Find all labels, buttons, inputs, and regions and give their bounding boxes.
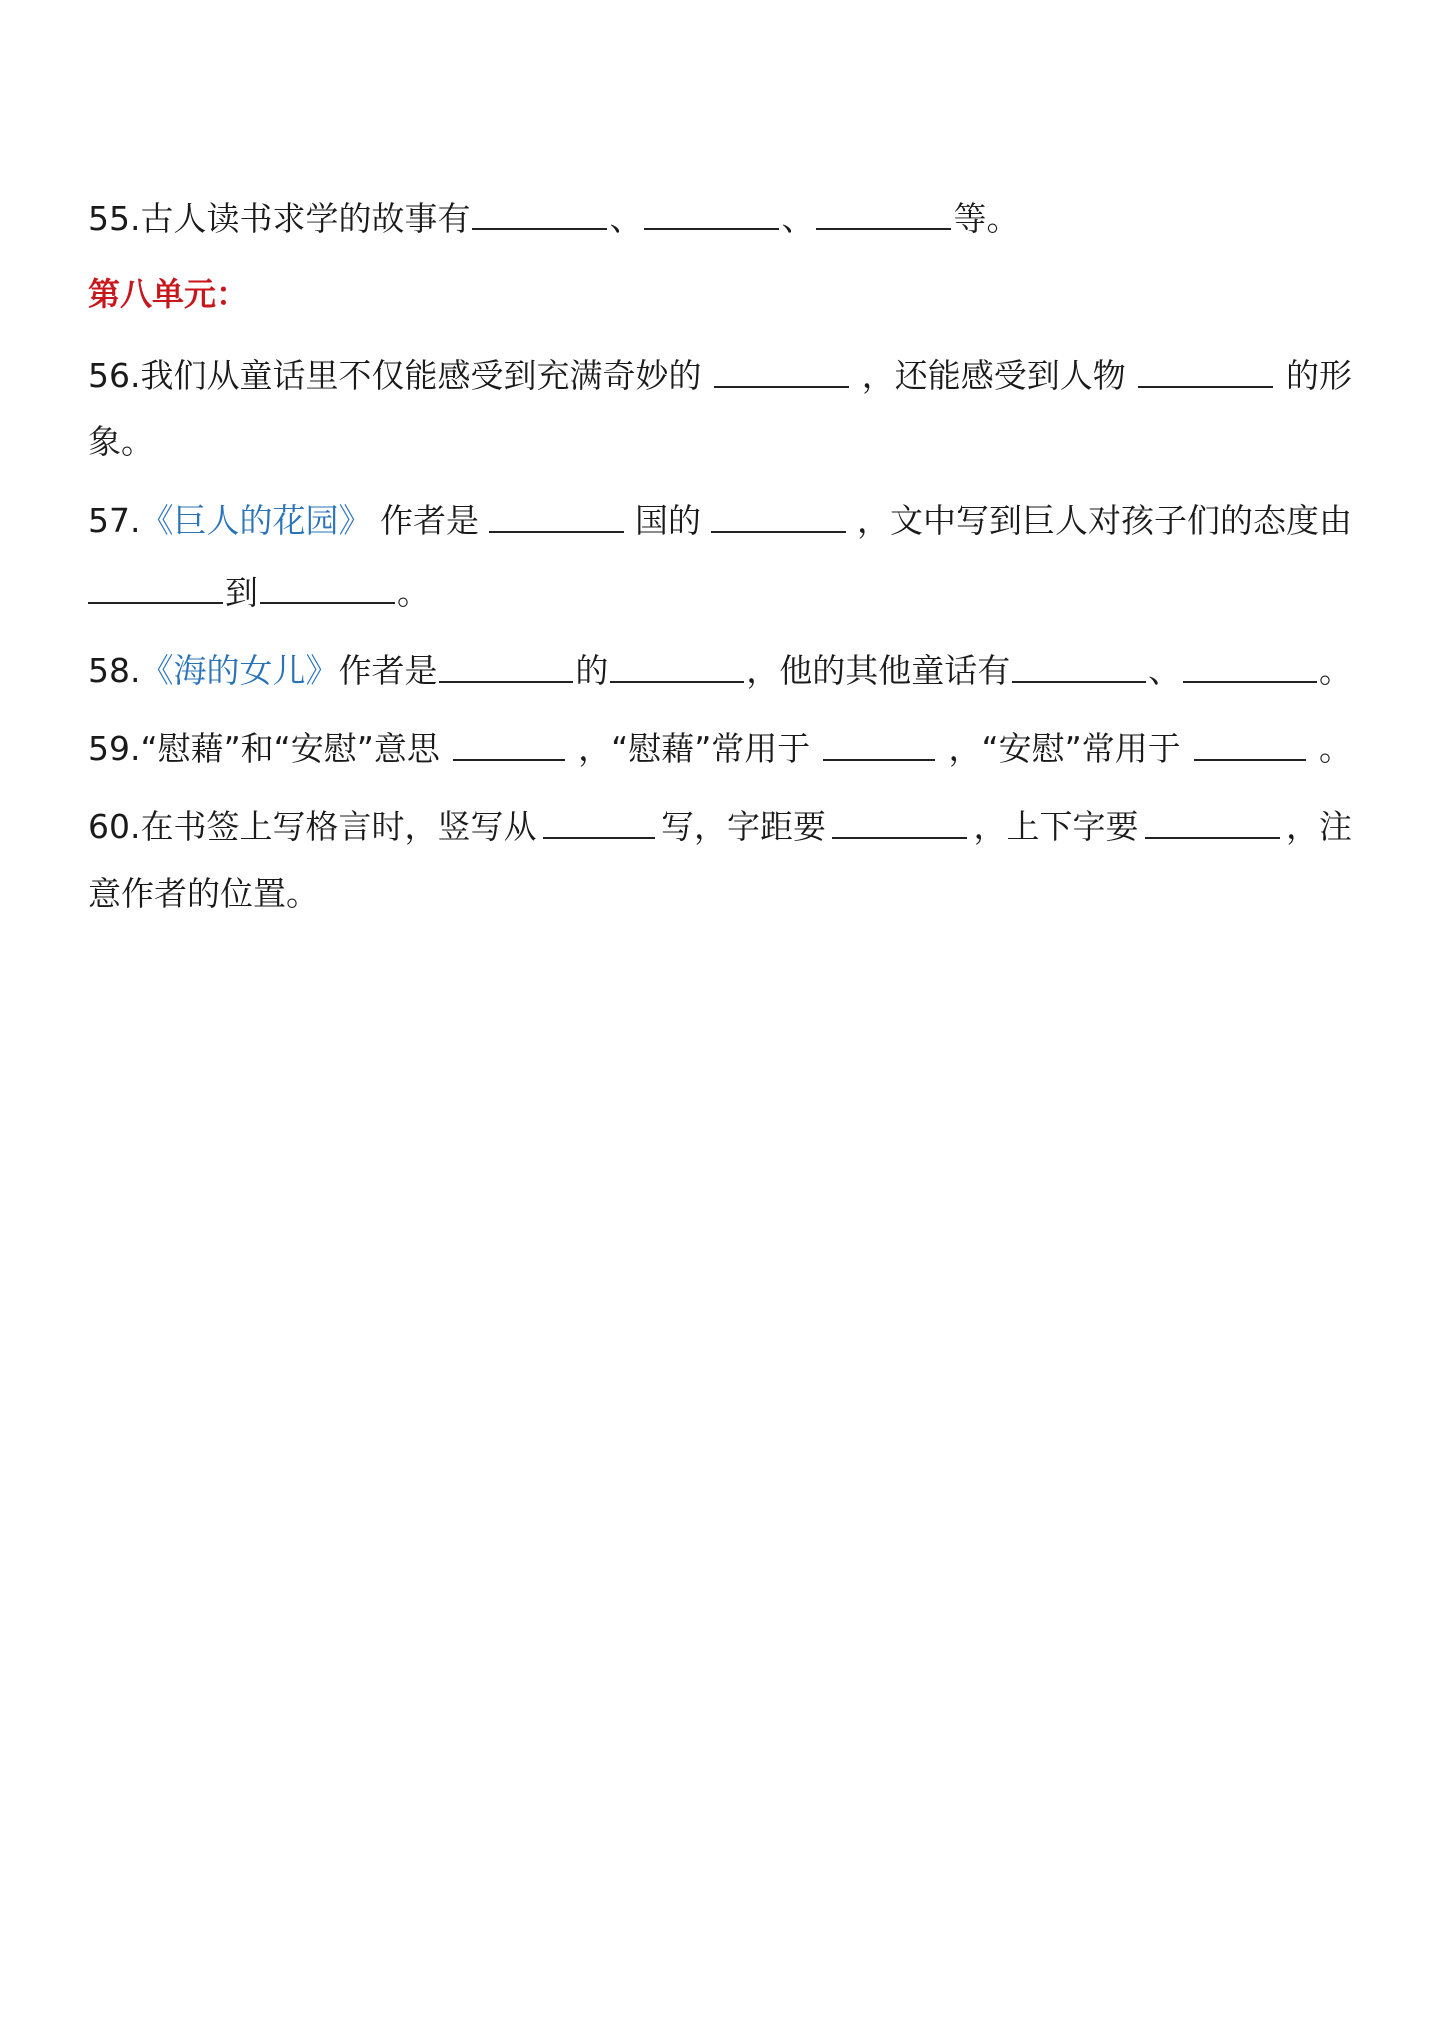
- answer-blank[interactable]: [88, 570, 223, 604]
- answer-blank[interactable]: [823, 727, 935, 761]
- answer-blank[interactable]: [816, 196, 951, 230]
- question-56-line-2: 象。: [88, 422, 154, 461]
- question-57-line-1: 57.《巨人的花园》 作者是 国的 ，文中写到巨人对孩子们的态度由: [88, 501, 1352, 540]
- answer-blank[interactable]: [472, 196, 607, 230]
- question-57-line-2: 到 。: [88, 570, 1352, 615]
- answer-blank[interactable]: [711, 499, 846, 533]
- answer-blank[interactable]: [714, 354, 849, 388]
- answer-blank[interactable]: [1183, 649, 1317, 683]
- book-title-little-mermaid: 《海的女儿》: [140, 651, 339, 690]
- question-59: 59.“慰藉”和“安慰”意思 ，“慰藉”常用于 ，“安慰”常用于 。: [88, 729, 1352, 768]
- q55-text: 55.古人读书求学的故事有: [88, 199, 471, 238]
- question-56-line-1: 56.我们从童话里不仅能感受到充满奇妙的 ，还能感受到人物 的形: [88, 356, 1352, 395]
- answer-blank[interactable]: [1194, 727, 1306, 761]
- answer-blank[interactable]: [453, 727, 565, 761]
- answer-blank[interactable]: [1138, 354, 1273, 388]
- question-60-line-1: 60.在书签上写格言时，竖写从 写，字距要 ，上下字要 ，注: [88, 807, 1352, 846]
- answer-blank[interactable]: [1012, 649, 1146, 683]
- answer-blank[interactable]: [1145, 805, 1280, 839]
- question-58: 58.《海的女儿》 作者是 的 ，他的其他童话有 、 。: [88, 651, 1352, 690]
- unit-8-heading: 第八单元：: [88, 275, 249, 313]
- question-55: 55.古人读书求学的故事有 、 、 等。: [88, 196, 1352, 241]
- answer-blank[interactable]: [610, 649, 744, 683]
- answer-blank[interactable]: [439, 649, 573, 683]
- book-title-giants-garden: 《巨人的花园》: [140, 501, 372, 540]
- answer-blank[interactable]: [543, 805, 655, 839]
- question-60-line-2: 意作者的位置。: [88, 874, 319, 913]
- answer-blank[interactable]: [644, 196, 779, 230]
- answer-blank[interactable]: [832, 805, 967, 839]
- answer-blank[interactable]: [260, 570, 395, 604]
- answer-blank[interactable]: [489, 499, 624, 533]
